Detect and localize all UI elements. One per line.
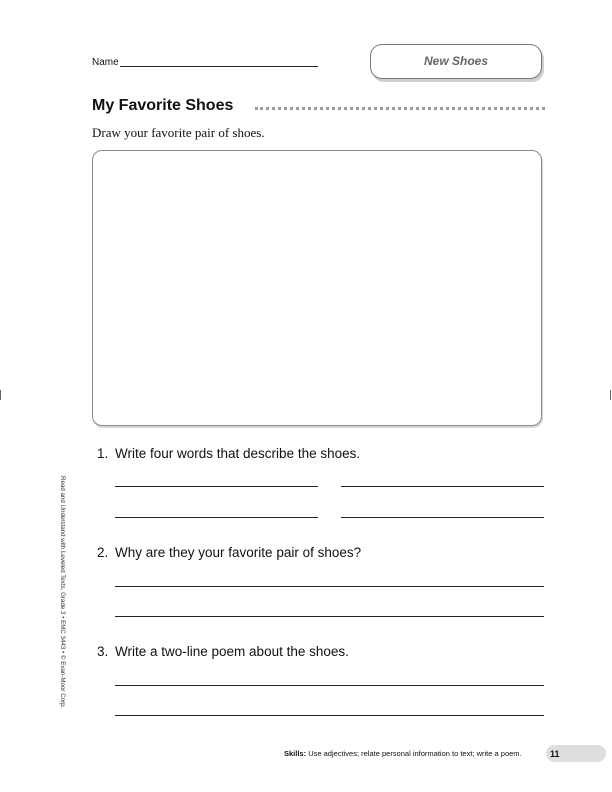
theme-tab bbox=[370, 44, 542, 79]
page-number-badge bbox=[546, 745, 606, 762]
drawing-box bbox=[92, 150, 542, 426]
answer-line bbox=[115, 486, 318, 487]
title-dotted-rule bbox=[255, 107, 545, 110]
answer-line bbox=[341, 486, 544, 487]
answer-line bbox=[115, 517, 318, 518]
answer-line bbox=[341, 517, 544, 518]
name-line bbox=[120, 66, 318, 67]
page-title: My Favorite Shoes bbox=[92, 97, 234, 114]
question-2-number: 2. bbox=[97, 545, 109, 560]
crop-mark-left bbox=[0, 390, 1, 400]
crop-mark-right bbox=[610, 390, 611, 400]
page-number: 11 bbox=[550, 748, 560, 759]
question-3 bbox=[97, 644, 349, 659]
question-1-text: Write four words that describe the shoes. bbox=[115, 446, 361, 461]
name-label: Name bbox=[92, 57, 119, 68]
skills-text: Use adjectives; relate personal information to text; write a poem. bbox=[308, 749, 522, 758]
question-3-number: 3. bbox=[97, 644, 109, 659]
skills-footer bbox=[284, 749, 522, 758]
question-1-number: 1. bbox=[97, 446, 109, 461]
answer-line bbox=[115, 616, 544, 617]
answer-line bbox=[115, 685, 544, 686]
answer-line bbox=[115, 586, 544, 587]
skills-label: Skills: bbox=[284, 749, 307, 758]
question-1 bbox=[97, 446, 360, 461]
question-3-text: Write a two-line poem about the shoes. bbox=[115, 644, 349, 659]
side-credit: Read and Understand with Leveled Texts, Grade 3 • EMC 3443 • © Evan-Moor Corp. bbox=[59, 476, 66, 709]
instruction-text: Draw your favorite pair of shoes. bbox=[92, 125, 265, 140]
theme-tab-label: New Shoes bbox=[423, 53, 489, 68]
answer-line bbox=[115, 715, 544, 716]
question-2-text: Why are they your favorite pair of shoes? bbox=[115, 545, 362, 560]
question-2 bbox=[97, 545, 361, 560]
